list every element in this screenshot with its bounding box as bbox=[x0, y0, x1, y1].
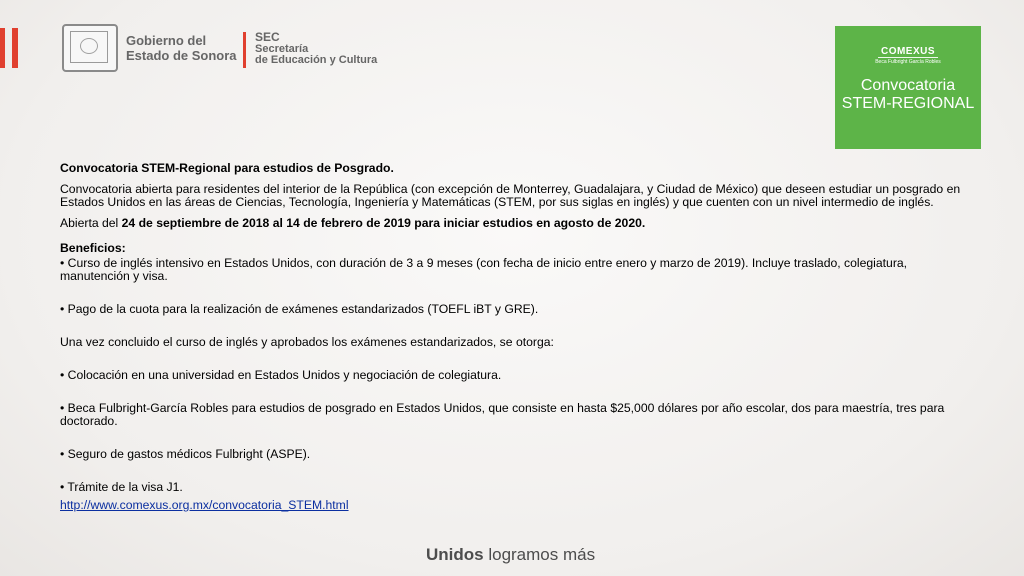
benefit-item: • Curso de inglés intensivo en Estados Unidos, con duración de 3 a 9 meses (con fecha de inicio entre enero y marzo de 2019). Incluye traslado, colegiatura, manutención y visa. bbox=[60, 256, 908, 283]
sec-divider bbox=[243, 32, 246, 68]
sec-abbr: SEC bbox=[255, 30, 280, 44]
comexus-badge bbox=[835, 26, 981, 149]
open-dates: 24 de septiembre de 2018 al 14 de febrero de 2019 para iniciar estudios en agosto de 2020. bbox=[121, 216, 646, 230]
gov-line1: Gobierno del bbox=[126, 33, 207, 48]
grant-item: • Trámite de la visa J1. bbox=[60, 480, 183, 494]
open-dates-paragraph bbox=[60, 217, 980, 230]
grant-item: • Colocación en una universidad en Estados Unidos y negociación de colegiatura. bbox=[60, 368, 502, 382]
gov-line2: Estado de Sonora bbox=[126, 48, 237, 63]
badge-title1: Convocatoria bbox=[860, 77, 956, 94]
comexus-brand: COMEXUS bbox=[880, 46, 936, 57]
sec-logo bbox=[243, 32, 377, 68]
comexus-subtitle: Beca Fulbright García Robles bbox=[875, 59, 941, 65]
page-title: Convocatoria STEM-Regional para estudios de Posgrado. bbox=[60, 161, 394, 175]
sec-line1: Secretaría bbox=[255, 42, 309, 55]
open-prefix: Abierta del bbox=[60, 216, 122, 230]
badge-title2: STEM-REGIONAL bbox=[841, 95, 975, 112]
convocatoria-link[interactable]: http://www.comexus.org.mx/convocatoria_STEM.html bbox=[60, 498, 349, 512]
state-seal-icon bbox=[62, 24, 118, 72]
after-text: Una vez concluido el curso de inglés y aprobados los exámenes estandarizados, se otorga: bbox=[60, 335, 554, 349]
benefit-item: • Pago de la cuota para la realización de exámenes estandarizados (TOEFL iBT y GRE). bbox=[60, 302, 539, 316]
sec-line2: de Educación y Cultura bbox=[255, 54, 378, 66]
main-content bbox=[60, 162, 980, 520]
footer-slogan bbox=[426, 545, 595, 565]
grant-item: • Beca Fulbright-García Robles para estudios de posgrado en Estados Unidos, que consiste en hasta $25,000 dólares por año escolar, dos para maestría, tres para doctorado. bbox=[60, 401, 945, 428]
slogan-bold: Unidos bbox=[426, 545, 484, 564]
intro-paragraph: Convocatoria abierta para residentes del interior de la República (con excepción de Monterrey, Guadalajara, y Ciudad de México) que deseen estudiar un posgrado en Estados Unidos en las áreas de Ciencias, Tecnología, Ingeniería y Matemáticas (STEM, por sus siglas en inglés) y que cuenten con un nivel intermedio de inglés. bbox=[60, 182, 961, 209]
slogan-rest: logramos más bbox=[483, 545, 596, 564]
globe-icon bbox=[878, 57, 938, 58]
benefits-heading: Beneficios: bbox=[60, 241, 126, 255]
gobierno-sonora-logo bbox=[62, 24, 237, 72]
grant-item: • Seguro de gastos médicos Fulbright (ASPE). bbox=[60, 447, 311, 461]
